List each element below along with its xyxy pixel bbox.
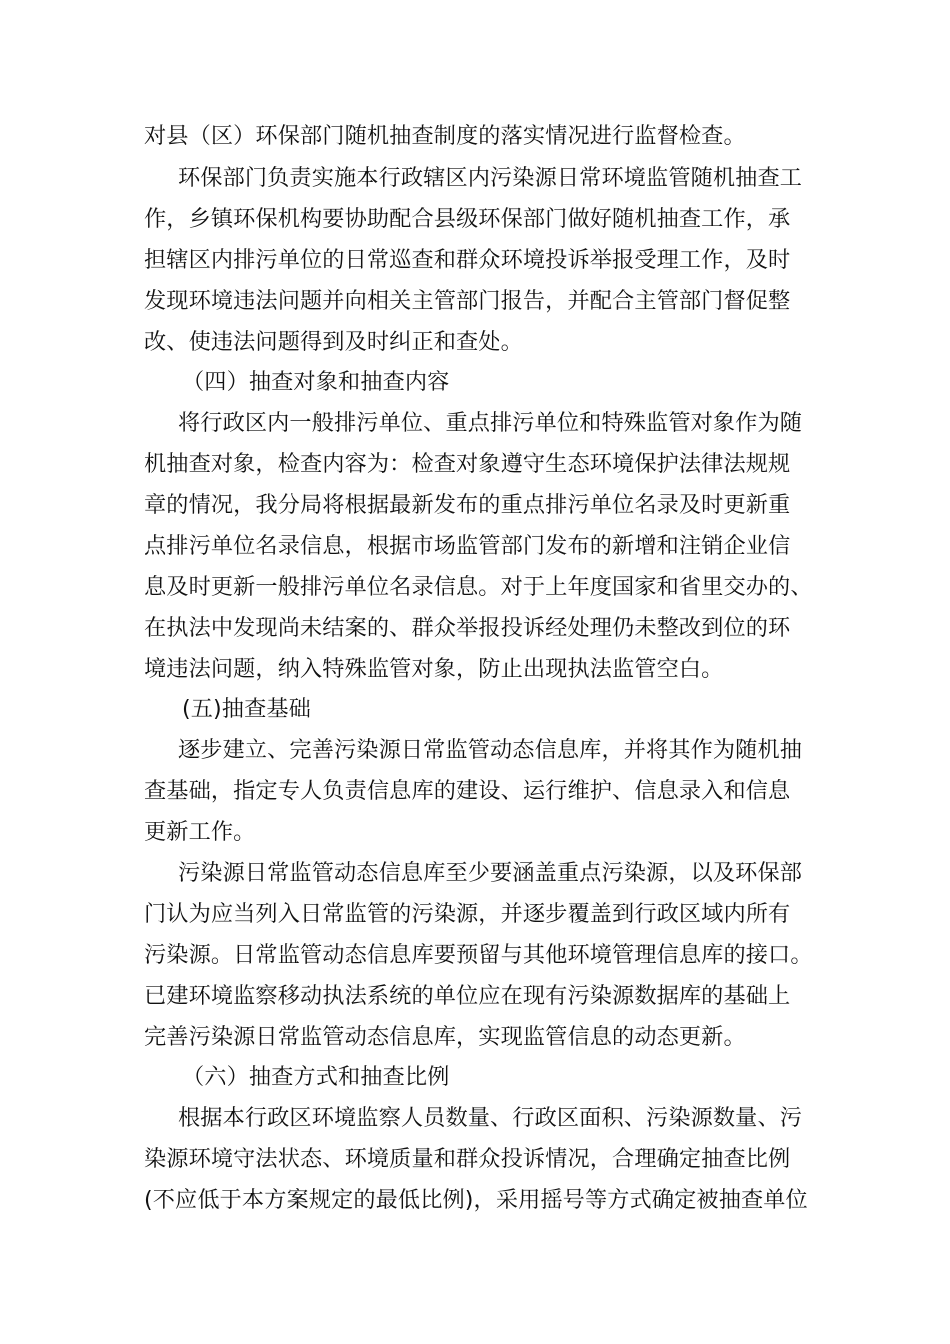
paragraph-line: 息及时更新一般排污单位名录信息。对于上年度国家和省里交办的、 — [144, 574, 813, 600]
paragraph-line: 查基础，指定专人负责信息库的建设、运行维护、信息录入和信息 — [144, 778, 791, 804]
paragraph-line: 发现环境违法问题并向相关主管部门报告，并配合主管部门督促整 — [144, 288, 791, 314]
paragraph-line: 已建环境监察移动执法系统的单位应在现有污染源数据库的基础上 — [144, 983, 791, 1009]
paragraph-line: 作，乡镇环保机构要协助配合县级环保部门做好随机抽查工作，承 — [144, 206, 791, 232]
paragraph-line: 境违法问题，纳入特殊监管对象，防止出现执法监管空白。 — [144, 656, 724, 682]
paragraph-line: 改、使违法问题得到及时纠正和查处。 — [144, 329, 523, 355]
paragraph-line: 担辖区内排污单位的日常巡查和群众环境投诉举报受理工作，及时 — [144, 247, 791, 273]
paragraph-line: 完善污染源日常监管动态信息库，实现监管信息的动态更新。 — [144, 1024, 746, 1050]
section-heading-5: (五)抽查基础 — [182, 696, 311, 722]
paragraph-line: 染源环境守法状态、环境质量和群众投诉情况，合理确定抽查比例 — [144, 1146, 791, 1172]
paragraph-line: 环保部门负责实施本行政辖区内污染源日常环境监管随机抽查工 — [178, 165, 803, 191]
paragraph-line: 污染源。日常监管动态信息库要预留与其他环境管理信息库的接口。 — [144, 942, 813, 968]
section-heading-6: （六）抽查方式和抽查比例 — [182, 1064, 450, 1090]
paragraph-line: (不应低于本方案规定的最低比例)，采用摇号等方式确定被抽查单位 — [144, 1187, 808, 1213]
paragraph-line: 门认为应当列入日常监管的污染源，并逐步覆盖到行政区域内所有 — [144, 901, 791, 927]
paragraph-line: 污染源日常监管动态信息库至少要涵盖重点污染源，以及环保部 — [178, 860, 803, 886]
paragraph-line: 机抽查对象，检查内容为：检查对象遵守生态环境保护法律法规规 — [144, 451, 791, 477]
section-heading-4: （四）抽查对象和抽查内容 — [182, 369, 450, 395]
paragraph-line: 在执法中发现尚未结案的、群众举报投诉经处理仍未整改到位的环 — [144, 615, 791, 641]
paragraph-line: 根据本行政区环境监察人员数量、行政区面积、污染源数量、污 — [178, 1105, 803, 1131]
paragraph-line: 将行政区内一般排污单位、重点排污单位和特殊监管对象作为随 — [178, 410, 803, 436]
paragraph-line: 逐步建立、完善污染源日常监管动态信息库，并将其作为随机抽 — [178, 737, 803, 763]
paragraph-line: 章的情况，我分局将根据最新发布的重点排污单位名录及时更新重 — [144, 492, 791, 518]
paragraph-continuation: 对县（区）环保部门随机抽查制度的落实情况进行监督检查。 — [144, 123, 746, 149]
paragraph-line: 更新工作。 — [144, 819, 256, 845]
paragraph-line: 点排污单位名录信息，根据市场监管部门发布的新增和注销企业信 — [144, 533, 791, 559]
